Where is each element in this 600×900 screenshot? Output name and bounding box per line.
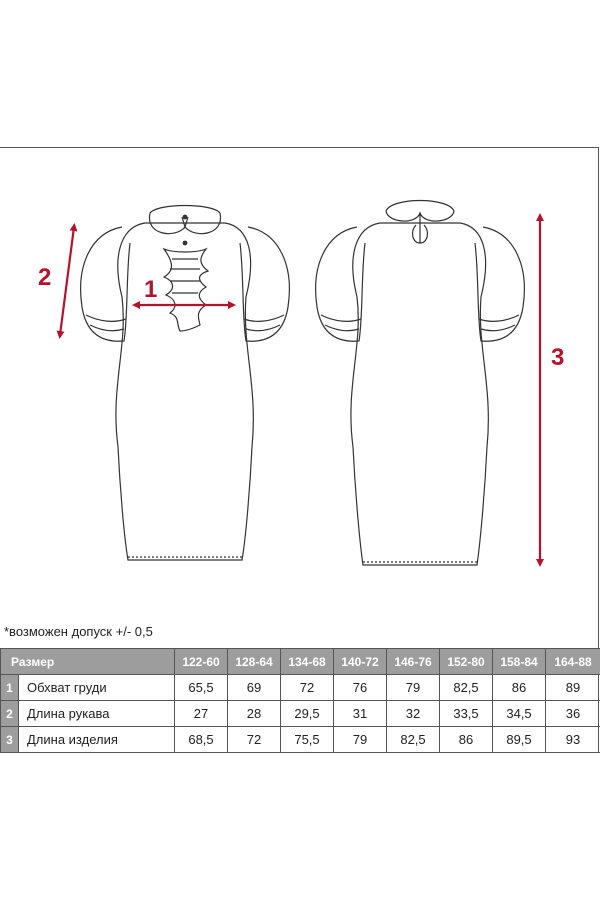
tolerance-note: *возможен допуск +/- 0,5 [4,624,153,639]
table-cell: 93 [546,727,600,753]
size-header: 164-88 [546,649,600,675]
table-row [1,727,600,753]
size-header: 134-68 [281,649,334,675]
table-cell: 82,5 [387,727,440,753]
size-header: 146-76 [387,649,440,675]
table-cell: 27 [175,701,228,727]
table-cell: 34,5 [493,701,546,727]
marker-1: 1 [144,276,158,303]
table-cell: 36 [546,701,600,727]
table-cell: 89,5 [493,727,546,753]
table-cell: 33,5 [440,701,493,727]
table-cell: 72 [228,727,281,753]
table-cell: 79 [334,727,387,753]
row-number: 1 [1,675,19,701]
table-cell: 68,5 [175,727,228,753]
table-row [1,701,600,727]
table-cell: 82,5 [440,675,493,701]
dress-front-sketch [81,206,290,561]
table-cell: 72 [281,675,334,701]
table-cell: 69 [228,675,281,701]
table-cell: 79 [387,675,440,701]
table-row [1,675,600,701]
marker-2: 2 [38,264,52,291]
header-size-label: Размер [1,649,175,675]
size-table [0,648,600,753]
table-cell: 32 [387,701,440,727]
technical-drawing [0,147,600,617]
table-cell: 86 [493,675,546,701]
size-table-header [1,649,600,675]
marker-3: 3 [551,344,565,371]
row-label: Обхват груди [19,675,175,701]
row-label: Длина рукава [19,701,175,727]
row-label: Длина изделия [19,727,175,753]
table-cell: 28 [228,701,281,727]
row-number: 3 [1,727,19,753]
table-cell: 29,5 [281,701,334,727]
table-cell: 76 [334,675,387,701]
size-header: 128-64 [228,649,281,675]
size-header: 152-80 [440,649,493,675]
dress-back-sketch [316,201,525,566]
size-header: 122-60 [175,649,228,675]
table-cell: 65,5 [175,675,228,701]
size-header: 158-84 [493,649,546,675]
table-cell: 31 [334,701,387,727]
table-cell: 89 [546,675,600,701]
size-header: 140-72 [334,649,387,675]
row-number: 2 [1,701,19,727]
measure-arrow-2 [60,227,74,335]
table-cell: 75,5 [281,727,334,753]
table-cell: 86 [440,727,493,753]
